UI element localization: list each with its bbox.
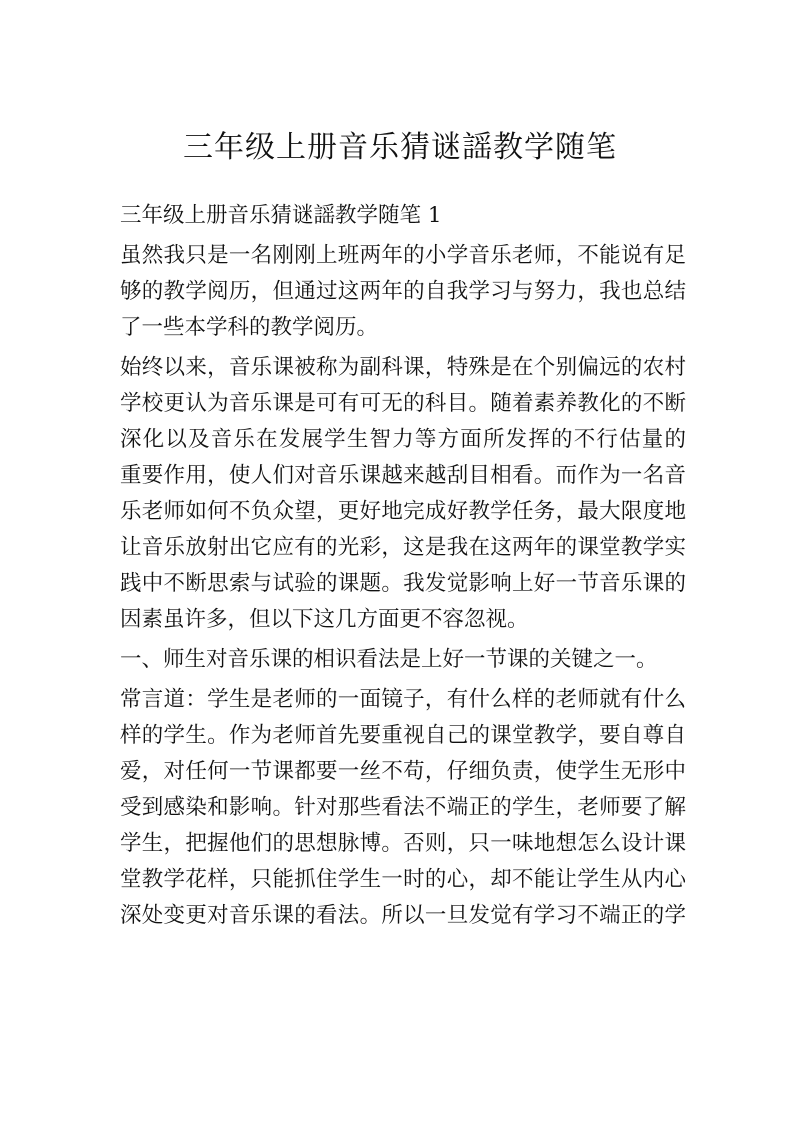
- paragraph-line: 因素虽许多，但以下这几方面更不容忽视。: [120, 607, 529, 632]
- paragraph-line: 堂教学花样，只能抓住学生一时的心，却不能让学生从内心: [120, 867, 686, 892]
- paragraph-line: 始终以来，音乐课被称为副科课，特殊是在个别偏远的农村: [120, 355, 686, 380]
- paragraph-line: 样的学生。作为老师首先要重视自己的课堂教学，要自尊自: [120, 723, 686, 748]
- paragraph-line: 深化以及音乐在发展学生智力等方面所发挥的不行估量的: [120, 427, 686, 452]
- paragraph-line: 常言道：学生是老师的一面镜子，有什么样的老师就有什么: [120, 687, 686, 712]
- document-body: [120, 198, 686, 938]
- paragraph-line: 重要作用，使人们对音乐课越来越刮目相看。而作为一名音: [120, 463, 686, 488]
- paragraph: [120, 238, 686, 346]
- paragraph-list: [120, 238, 686, 934]
- paragraph-line: 乐老师如何不负众望，更好地完成好教学任务，最大限度地: [120, 499, 686, 524]
- paragraph-line: 让音乐放射出它应有的光彩，这是我在这两年的课堂教学实: [120, 535, 686, 560]
- paragraph-line: 学生，把握他们的思想脉博。否则，只一味地想怎么设计课: [120, 831, 686, 856]
- paragraph: [120, 350, 686, 638]
- paragraph-line: 学校更认为音乐课是可有可无的科目。随着素养教化的不断: [120, 391, 686, 416]
- paragraph-line: 深处变更对音乐课的看法。所以一旦发觉有学习不端正的学: [120, 903, 686, 928]
- section-heading: 三年级上册音乐猜谜謡教学随笔 1: [120, 203, 442, 228]
- paragraph-line: 受到感染和影响。针对那些看法不端正的学生，老师要了解: [120, 795, 686, 820]
- paragraph-line: 一、师生对音乐课的相识看法是上好一节课的关键之一。: [120, 647, 658, 672]
- paragraph: [120, 682, 686, 934]
- document-title: 三年级上册音乐猜谜謡教学随笔: [183, 130, 617, 165]
- paragraph: [120, 642, 686, 678]
- paragraph-line: 虽然我只是一名刚刚上班两年的小学音乐老师，不能说有足: [120, 243, 686, 268]
- paragraph-line: 了一些本学科的教学阅历。: [120, 315, 379, 340]
- paragraph-line: 爱，对任何一节课都要一丝不苟，仔细负责，使学生无形中: [120, 759, 686, 784]
- paragraph-line: 践中不断思索与试验的课题。我发觉影响上好一节音乐课的: [120, 571, 686, 596]
- paragraph-line: 够的教学阅历，但通过这两年的自我学习与努力，我也总结: [120, 279, 686, 304]
